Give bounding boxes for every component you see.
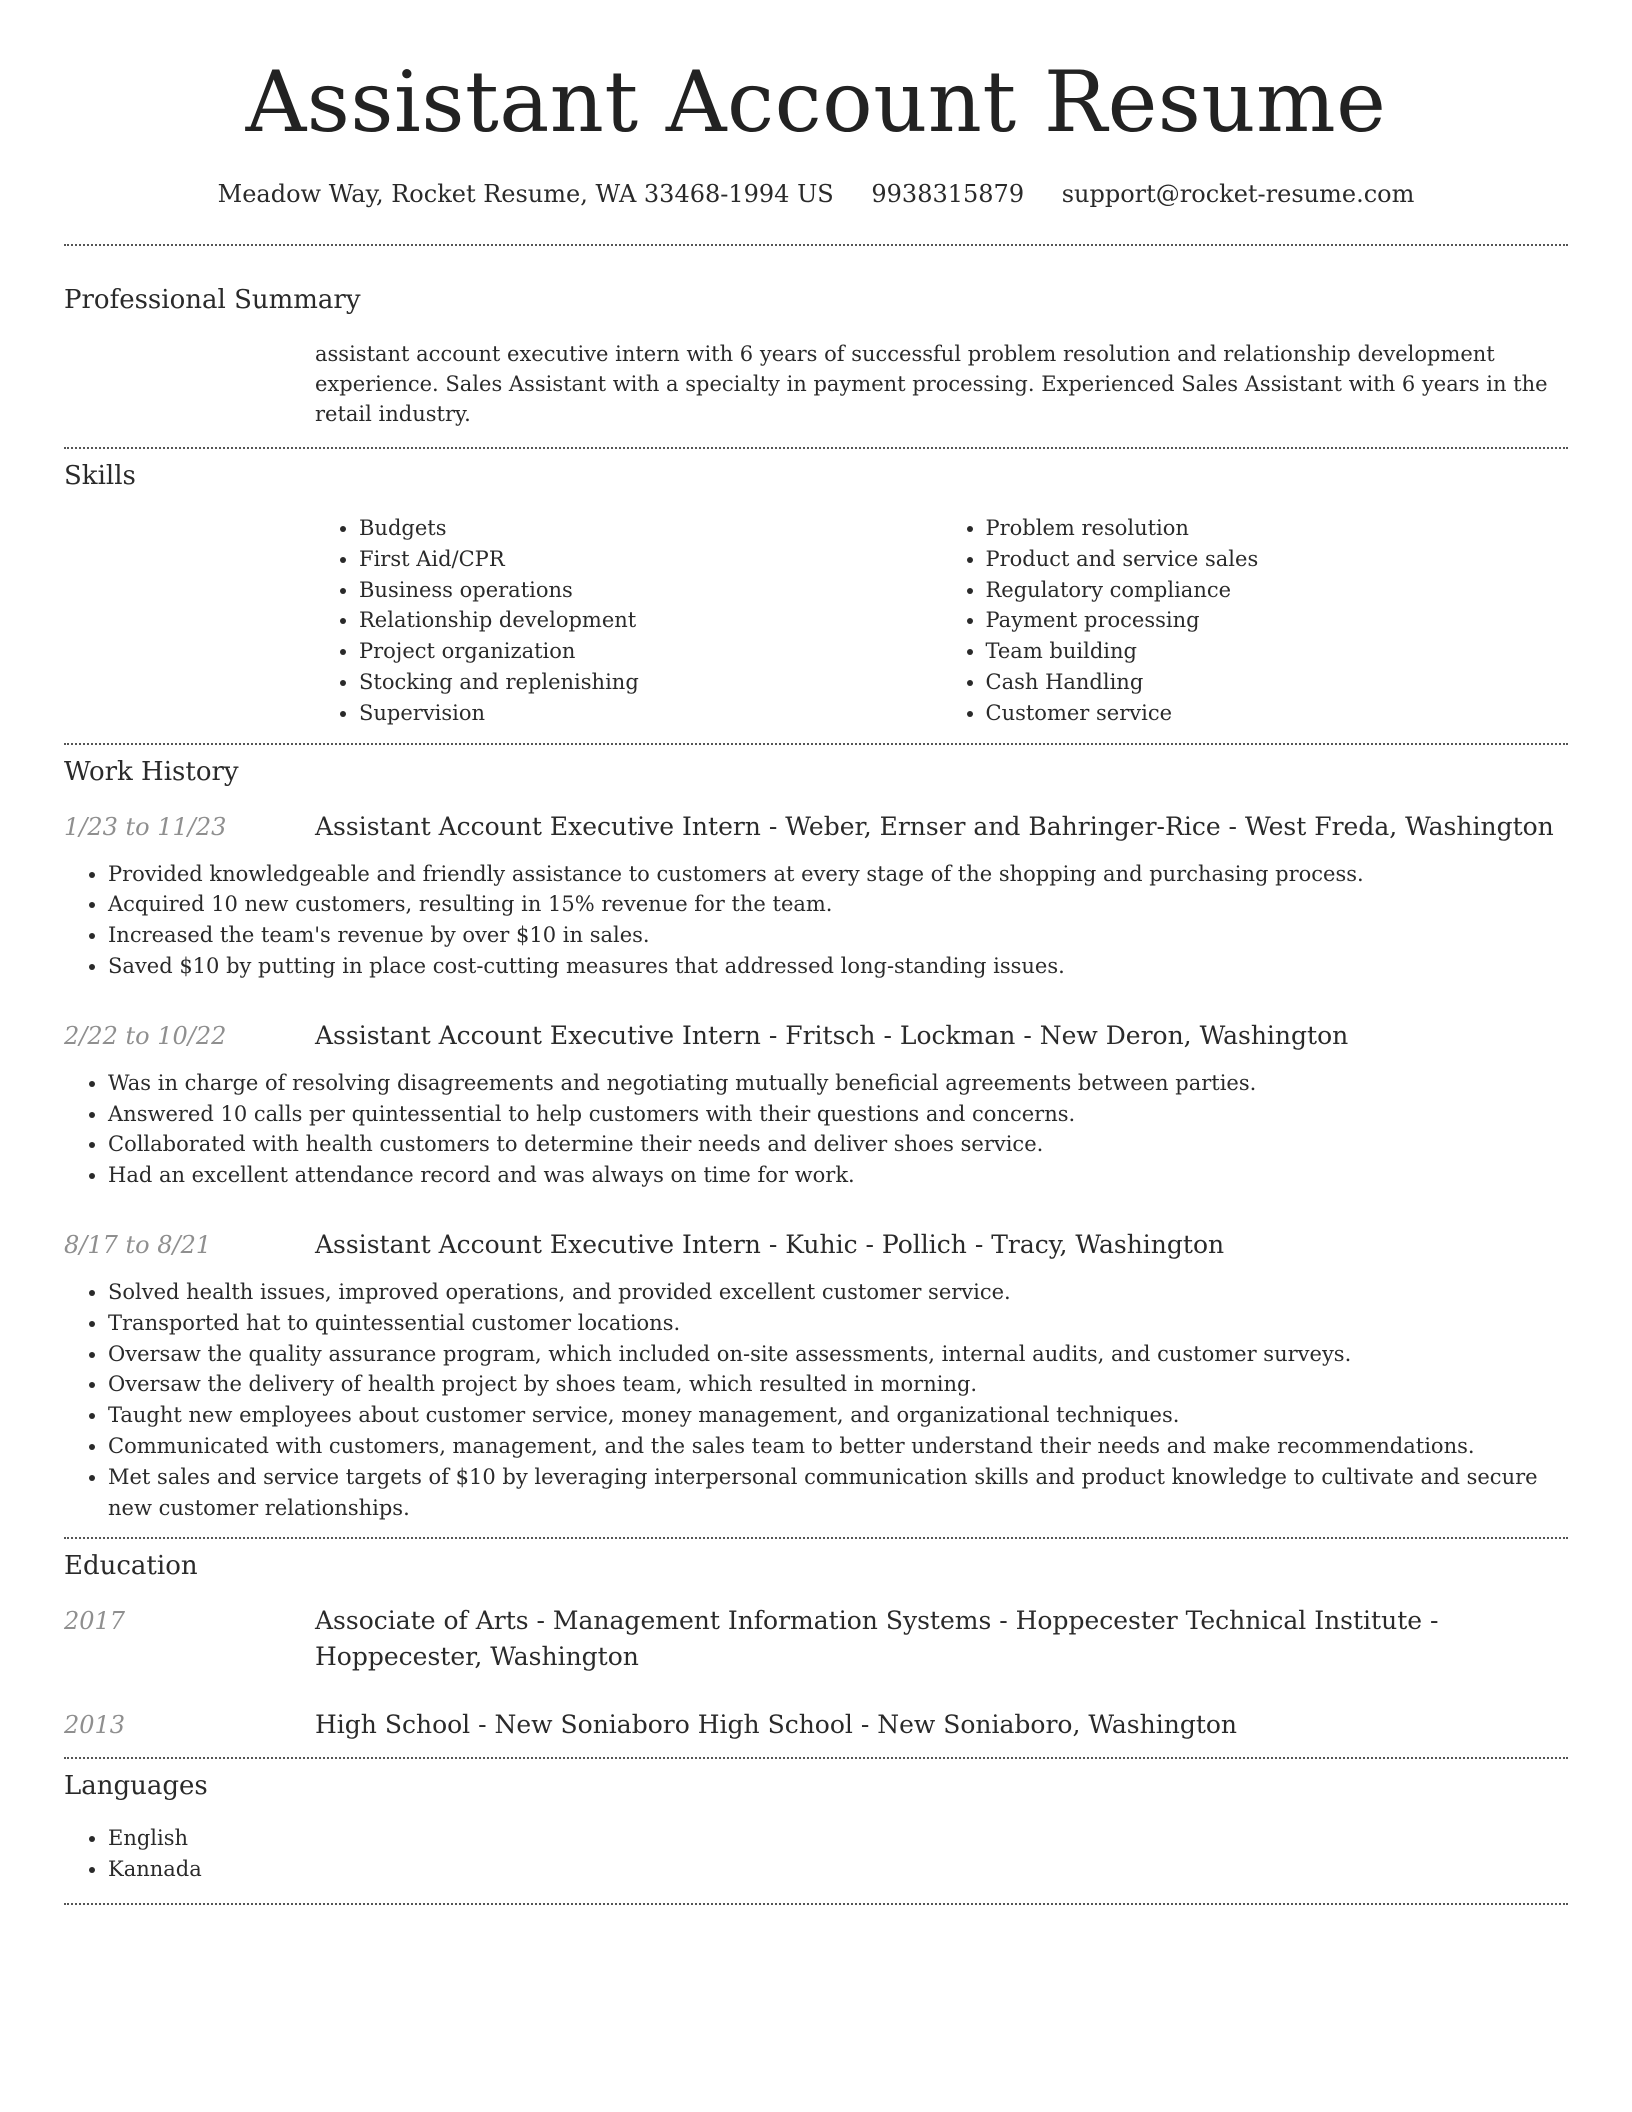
- skills-grid: [315, 513, 1568, 743]
- resume-title: Assistant Account Resume: [245, 53, 1387, 151]
- list-item: • Acquired 10 new customers, resulting in 15% revenue for the team.: [108, 889, 1568, 920]
- list-item: • Had an excellent attendance record and was always on time for work.: [108, 1160, 1568, 1191]
- work-heading: Work History: [64, 756, 239, 787]
- section-divider: [64, 1903, 1568, 1905]
- list-item: • Business operations: [359, 575, 942, 606]
- education-heading: Education: [64, 1551, 198, 1582]
- education-heading-text: Associate of Arts - Management Information Systems - Hoppecester Technical Institute - Hoppecester, Washington: [315, 1606, 1439, 1672]
- list-item: • Saved $10 by putting in place cost-cutting measures that addressed long-standing issues.: [108, 951, 1568, 982]
- list-item: • Taught new employees about customer service, money management, and organizational techniques.: [108, 1400, 1568, 1431]
- list-item: • Team building: [986, 636, 1569, 667]
- list-item: • Stocking and replenishing: [359, 667, 942, 698]
- list-item: • Oversaw the quality assurance program, which included on-site assessments, internal audits, and customer surveys.: [108, 1339, 1568, 1370]
- job-heading: Assistant Account Executive Intern - Weber, Ernser and Bahringer-Rice - West Freda, Washington: [315, 811, 1554, 841]
- list-item: • Relationship development: [359, 605, 942, 636]
- list-item: • Customer service: [986, 698, 1569, 729]
- job-heading: Assistant Account Executive Intern - Kuhic - Pollich - Tracy, Washington: [315, 1229, 1225, 1259]
- contact-line: [64, 180, 1568, 208]
- languages-list: [64, 1823, 1568, 1903]
- list-item: • First Aid/CPR: [359, 544, 942, 575]
- education-date: 2013: [64, 1711, 126, 1740]
- list-item: • Cash Handling: [986, 667, 1569, 698]
- job-header: [64, 809, 1568, 845]
- job-entry: [64, 1227, 1568, 1537]
- list-item: • Kannada: [108, 1854, 1568, 1885]
- job-bullets: [64, 1277, 1568, 1523]
- education-entry: [64, 1707, 1568, 1757]
- education-section: [64, 1539, 1568, 1757]
- list-item: • Answered 10 calls per quintessential to help customers with their questions and concerns.: [108, 1099, 1568, 1130]
- contact-phone: 9938315879: [871, 180, 1025, 208]
- list-item: • Supervision: [359, 698, 942, 729]
- job-bullets: [64, 1068, 1568, 1191]
- list-item: • English: [108, 1823, 1568, 1854]
- list-item: • Provided knowledgeable and friendly assistance to customers at every stage of the shopping and purchasing process.: [108, 859, 1568, 890]
- summary-section: [64, 246, 1568, 447]
- job-bullets: [64, 859, 1568, 982]
- languages-heading: Languages: [64, 1771, 208, 1802]
- job-date: 8/17 to 8/21: [64, 1230, 212, 1259]
- education-date: 2017: [64, 1607, 126, 1636]
- education-heading-text: High School - New Soniaboro High School - New Soniaboro, Washington: [315, 1710, 1238, 1740]
- work-section: [64, 745, 1568, 1538]
- skills-heading: Skills: [64, 461, 136, 491]
- list-item: • Project organization: [359, 636, 942, 667]
- list-item: • Communicated with customers, management, and the sales team to better understand their needs and make recommendations.: [108, 1431, 1568, 1462]
- list-item: • Product and service sales: [986, 544, 1569, 575]
- list-item: • Increased the team's revenue by over $10 in sales.: [108, 920, 1568, 951]
- list-item: • Oversaw the delivery of health project by shoes team, which resulted in morning.: [108, 1369, 1568, 1400]
- list-item: • Transported hat to quintessential customer locations.: [108, 1308, 1568, 1339]
- list-item: • Was in charge of resolving disagreements and negotiating mutually beneficial agreements between parties.: [108, 1068, 1568, 1099]
- job-entry: [64, 1018, 1568, 1191]
- job-entry: [64, 809, 1568, 982]
- job-header: [64, 1018, 1568, 1054]
- summary-heading: Professional Summary: [64, 285, 361, 315]
- list-item: • Regulatory compliance: [986, 575, 1569, 606]
- list-item: • Met sales and service targets of $10 by leveraging interpersonal communication skills and product knowledge to cultivate and secure new customer relationships.: [108, 1462, 1568, 1524]
- job-heading: Assistant Account Executive Intern - Fritsch - Lockman - New Deron, Washington: [315, 1020, 1349, 1050]
- skills-list-right: [942, 513, 1569, 729]
- skills-section: [64, 449, 1568, 743]
- list-item: • Budgets: [359, 513, 942, 544]
- contact-email: support@rocket-resume.com: [1061, 180, 1415, 208]
- list-item: • Collaborated with health customers to determine their needs and deliver shoes service.: [108, 1129, 1568, 1160]
- job-date: 1/23 to 11/23: [64, 812, 227, 841]
- list-item: • Solved health issues, improved operations, and provided excellent customer service.: [108, 1277, 1568, 1308]
- contact-address: Meadow Way, Rocket Resume, WA 33468-1994 US: [217, 180, 834, 208]
- education-entry: [64, 1603, 1568, 1675]
- languages-section: [64, 1759, 1568, 1903]
- job-header: [64, 1227, 1568, 1263]
- job-date: 2/22 to 10/22: [64, 1021, 227, 1050]
- skills-list-left: [315, 513, 942, 729]
- list-item: • Problem resolution: [986, 513, 1569, 544]
- summary-text: assistant account executive intern with 6 years of successful problem resolution and relationship development experience. Sales Assistant with a specialty in payment processing. Experienced Sales Assistant with 6 years in the retail industry.: [315, 342, 1548, 426]
- list-item: • Payment processing: [986, 605, 1569, 636]
